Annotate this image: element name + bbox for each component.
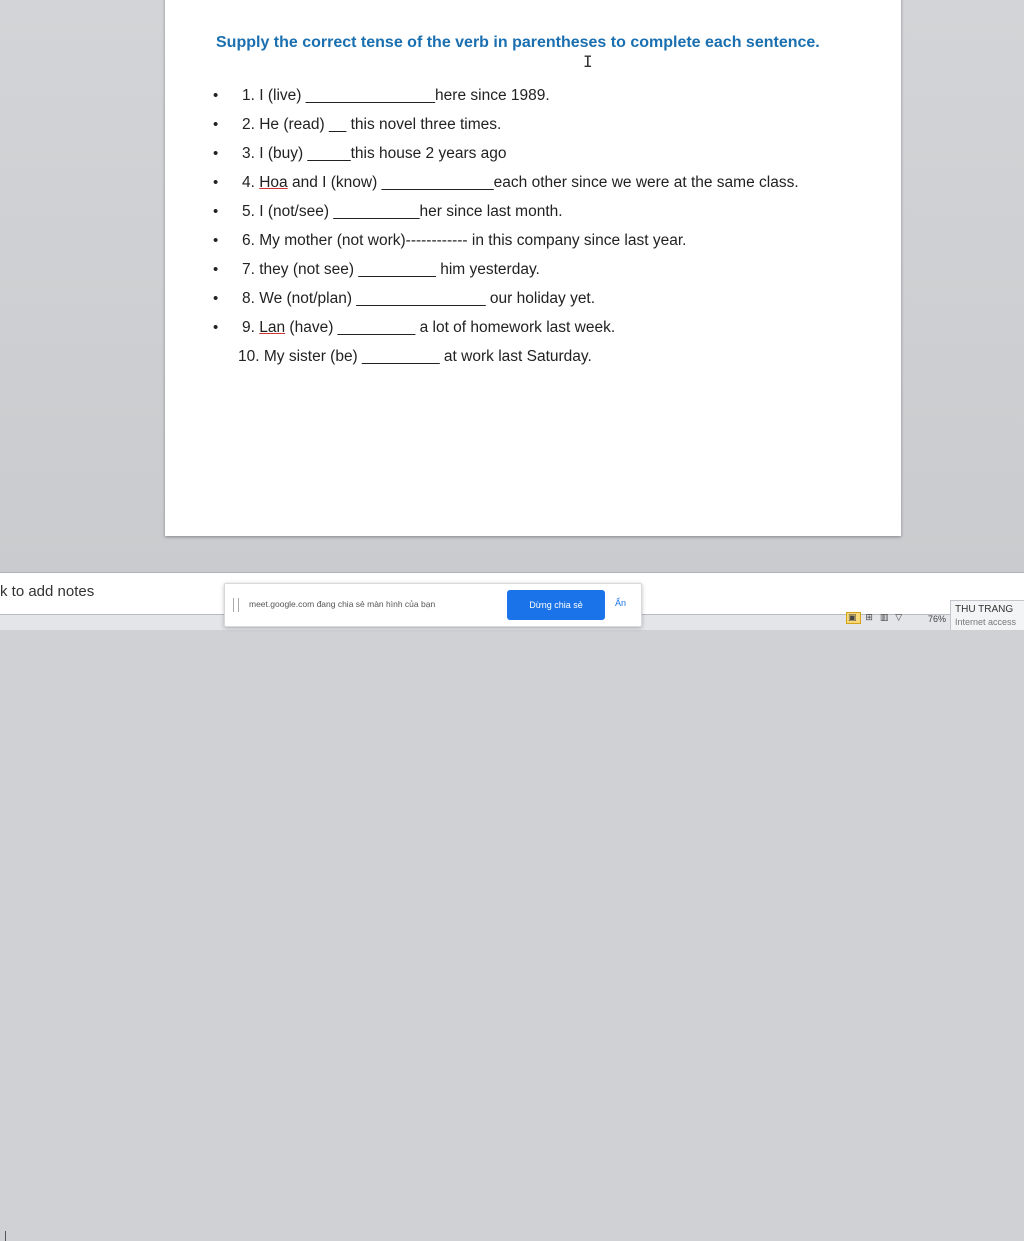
text-cursor-icon: I <box>583 52 593 71</box>
answer-blank: __________ <box>333 203 420 220</box>
sentence-text: 10. My sister (be) <box>238 348 363 365</box>
bullet-icon: • <box>213 116 219 133</box>
sentence-text: and I (know) <box>287 174 382 191</box>
answer-blank: _______________ <box>305 87 436 104</box>
sentence-text: this novel three times. <box>346 116 502 133</box>
sentence-text: 7. they (not see) <box>242 261 359 278</box>
screen-share-banner <box>224 583 642 627</box>
list-item[interactable] <box>210 345 850 369</box>
sentence-number: 9. <box>242 319 260 336</box>
sentence-text: at work last Saturday. <box>439 348 592 365</box>
drag-handle-icon[interactable] <box>233 598 239 612</box>
answer-blank: __ <box>329 116 347 133</box>
list-item[interactable] <box>210 171 850 195</box>
sentence-text: 1. I (live) <box>242 87 306 104</box>
notes-placeholder[interactable]: k to add notes <box>0 583 95 600</box>
exercise-list <box>210 84 850 374</box>
network-status: Internet access <box>955 617 1017 627</box>
answer-blank: _______________ <box>356 290 486 307</box>
reading-view-icon[interactable]: ▥ <box>879 613 891 623</box>
sentence-text: 8. We (not/plan) <box>242 290 357 307</box>
share-message: meet.google.com đang chia sẻ màn hình của bạn <box>249 599 436 609</box>
status-divider <box>5 1231 6 1241</box>
sentence-text: 3. I (buy) <box>242 145 308 162</box>
hide-banner-link[interactable]: Ẩn <box>615 598 627 608</box>
list-item[interactable] <box>210 113 850 137</box>
sentence-text: 5. I (not/see) <box>242 203 334 220</box>
sentence-text: here since 1989. <box>435 87 550 104</box>
sentence-text: a lot of homework last week. <box>415 319 616 336</box>
bullet-icon: • <box>213 145 219 162</box>
list-item[interactable] <box>210 84 850 108</box>
list-item[interactable] <box>210 142 850 166</box>
answer-blank: _____________ <box>381 174 494 191</box>
list-item[interactable] <box>210 258 850 282</box>
answer-blank: _____ <box>307 145 351 162</box>
list-item[interactable] <box>210 287 850 311</box>
sentence-text: this house 2 years ago <box>350 145 507 162</box>
user-tray <box>950 600 1024 630</box>
view-buttons <box>846 612 904 624</box>
answer-blank: _________ <box>362 348 440 365</box>
list-item[interactable] <box>210 200 850 224</box>
slide-workspace <box>0 0 1024 572</box>
list-item[interactable] <box>210 316 850 340</box>
bullet-icon: • <box>213 174 219 191</box>
slideshow-icon[interactable]: ▽ <box>895 613 905 623</box>
slide-canvas[interactable] <box>165 0 901 536</box>
sentence-text: him yesterday. <box>435 261 540 278</box>
bullet-icon: • <box>213 232 219 249</box>
stop-sharing-button[interactable]: Dừng chia sẻ <box>507 590 605 620</box>
answer-blank: _________ <box>337 319 416 336</box>
bullet-icon: • <box>213 203 219 220</box>
user-name: THU TRANG <box>955 604 1014 615</box>
sentence-text: 2. He (read) <box>242 116 330 133</box>
bullet-icon: • <box>213 261 219 278</box>
sentence-text: (have) <box>285 319 338 336</box>
sentence-text: her since last month. <box>419 203 563 220</box>
normal-view-icon[interactable]: ▣ <box>848 613 859 623</box>
answer-blank: _________ <box>358 261 436 278</box>
sentence-text: each other since we were at the same class. <box>493 174 799 191</box>
sentence-number: 4. <box>242 174 260 191</box>
sentence-text: our holiday yet. <box>485 290 596 307</box>
slide-title[interactable]: Supply the correct tense of the verb in parentheses to complete each sentence. <box>216 34 820 51</box>
spellcheck-word: Lan <box>259 319 286 336</box>
answer-blank: ------------ <box>405 232 468 249</box>
bullet-icon: • <box>213 87 219 104</box>
list-item[interactable] <box>210 229 850 253</box>
bullet-icon: • <box>213 319 219 336</box>
sentence-text: 6. My mother (not work) <box>242 232 406 249</box>
spellcheck-word: Hoa <box>259 174 288 191</box>
slide-sorter-icon[interactable]: ⊞ <box>865 613 875 623</box>
sentence-text: in this company since last year. <box>467 232 687 249</box>
bullet-icon: • <box>213 290 219 307</box>
zoom-level[interactable]: 76% <box>928 614 947 624</box>
